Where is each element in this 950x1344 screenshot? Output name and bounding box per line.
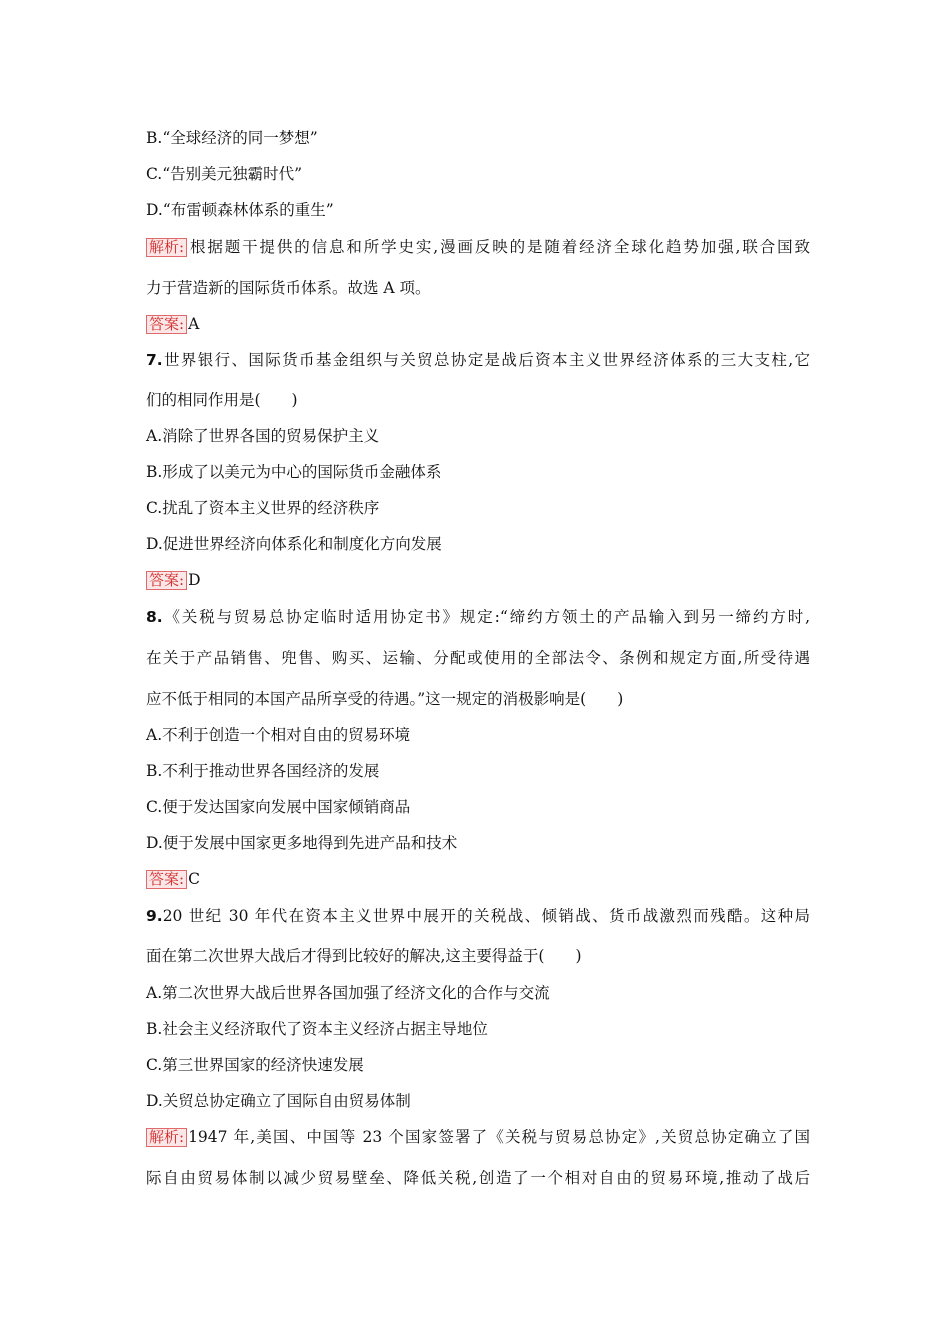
- q8-option-b: B.不利于推动世界各国经济的发展: [146, 762, 380, 780]
- q6-option-d: D.“布雷顿森林体系的重生”: [146, 201, 334, 219]
- q6-answer-value: A: [188, 315, 200, 333]
- q8-stem-line-1: [146, 607, 810, 627]
- answer-tag: 答案:: [146, 571, 187, 590]
- q8-option-a: A.不利于创造一个相对自由的贸易环境: [146, 726, 411, 744]
- q9-analysis-text-1: 1947 年,美国、中国等 23 个国家签署了《关税与贸易总协定》,关贸总协定确立了国: [188, 1128, 810, 1146]
- analysis-tag: 解析:: [146, 238, 187, 257]
- q7-stem-line-1: [146, 350, 810, 370]
- q7-number: 7.: [146, 351, 163, 369]
- q7-option-d: D.促进世界经济向体系化和制度化方向发展: [146, 535, 442, 553]
- q9-option-d: D.关贸总协定确立了国际自由贸易体制: [146, 1092, 411, 1110]
- q8-number: 8.: [146, 608, 163, 626]
- analysis-tag: 解析:: [146, 1128, 187, 1147]
- q9-option-b: B.社会主义经济取代了资本主义经济占据主导地位: [146, 1020, 488, 1038]
- q9-number: 9.: [146, 907, 163, 925]
- q8-stem-text-1: 《关税与贸易总协定临时适用协定书》规定:“缔约方领土的产品输入到另一缔约方时,: [162, 608, 810, 626]
- q7-option-c: C.扰乱了资本主义世界的经济秩序: [146, 499, 380, 517]
- q7-answer-value: D: [188, 571, 201, 589]
- q6-analysis-line-1: [146, 237, 810, 257]
- q7-stem-line-2: 们的相同作用是( ): [146, 391, 298, 409]
- q9-stem-line-1: [146, 906, 810, 926]
- q6-analysis-text-1: 根据题干提供的信息和所学史实,漫画反映的是随着经济全球化趋势加强,联合国致: [188, 238, 810, 256]
- q6-analysis-line-2: 力于营造新的国际货币体系。故选 A 项。: [146, 279, 431, 297]
- q8-answer-value: C: [188, 870, 200, 888]
- q8-stem-line-3: 应不低于相同的本国产品所享受的待遇。”这一规定的消极影响是( ): [146, 690, 624, 708]
- q8-option-c: C.便于发达国家向发展中国家倾销商品: [146, 798, 411, 816]
- q7-stem-text-1: 世界银行、国际货币基金组织与关贸总协定是战后资本主义世界经济体系的三大支柱,它: [162, 351, 810, 369]
- answer-tag: 答案:: [146, 315, 187, 334]
- q6-option-c: C.“告别美元独霸时代”: [146, 165, 303, 183]
- q9-option-c: C.第三世界国家的经济快速发展: [146, 1056, 364, 1074]
- q8-stem-line-2: 在关于产品销售、兜售、购买、运输、分配或使用的全部法令、条例和规定方面,所受待遇: [146, 649, 810, 667]
- q9-option-a: A.第二次世界大战后世界各国加强了经济文化的合作与交流: [146, 984, 550, 1002]
- q6-answer: [146, 314, 810, 334]
- q6-option-b: B.“全球经济的同一梦想”: [146, 129, 318, 147]
- q9-analysis-line-2: 际自由贸易体制以减少贸易壁垒、降低关税,创造了一个相对自由的贸易环境,推动了战后: [146, 1169, 810, 1187]
- q7-answer: [146, 570, 810, 590]
- q7-option-b: B.形成了以美元为中心的国际货币金融体系: [146, 463, 442, 481]
- q9-stem-text-1: 20 世纪 30 年代在资本主义世界中展开的关税战、倾销战、货币战激烈而残酷。这种局: [162, 907, 810, 925]
- q7-option-a: A.消除了世界各国的贸易保护主义: [146, 427, 380, 445]
- q9-analysis-line-1: [146, 1127, 810, 1147]
- q8-answer: [146, 869, 810, 889]
- q8-option-d: D.便于发展中国家更多地得到先进产品和技术: [146, 834, 458, 852]
- answer-tag: 答案:: [146, 870, 187, 889]
- q9-stem-line-2: 面在第二次世界大战后才得到比较好的解决,这主要得益于( ): [146, 947, 582, 965]
